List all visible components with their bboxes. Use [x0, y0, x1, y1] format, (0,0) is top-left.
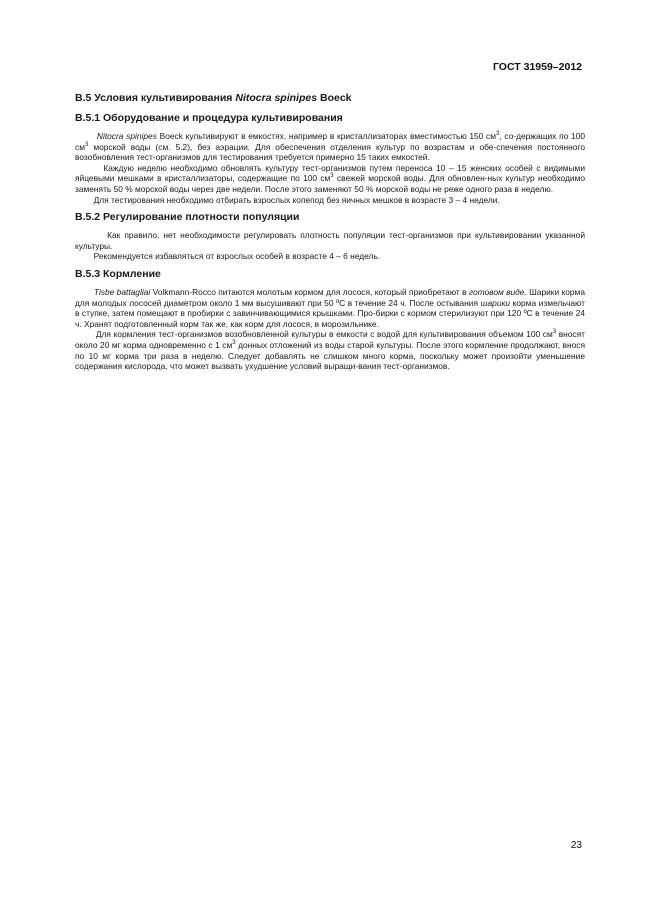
paragraph-equipment-3: [75, 195, 585, 206]
italic-text: готовом виде: [468, 286, 525, 297]
italic-text: шарики: [480, 297, 511, 308]
paragraph-equipment-2: [75, 163, 585, 195]
species-name: Nitocra spinipes: [96, 131, 157, 141]
text-run: , со-держащих по 100 см: [75, 131, 585, 152]
section-title-prefix: B.5 Условия культивирования: [75, 92, 236, 104]
text-run: донных отложений из воды старой культуры. После этого кормление продолжают, внося по 10 мг корма три раза в неделю. Следует добавлять не слишком много корма, поскольку может произойти уменьшение содержания кислорода, что может вызвать ухудшение условий выращи-вания тест-организмов.: [75, 339, 585, 372]
section-title-species: Nitocra spinipes: [235, 92, 318, 104]
superscript: 3: [232, 340, 236, 347]
text-run: Каждую неделю необходимо обновлять культуру тест-организмов путем переноса 10 – 15 женских особей с видимыми яйцевыми мешками в кристаллизаторы, содержащие по 100 см: [75, 162, 585, 184]
section-title-suffix: Boeck: [317, 92, 352, 104]
superscript: 3: [84, 141, 89, 148]
text-run: Как правило, нет необходимости регулировать плотность популяции тест-организмов при культивировании указанной культуры.: [75, 230, 586, 251]
text-run: свежей морской воды. Для обновлен-ных культур необходимо заменять 50 % морской воды через две недели. После этого заменяют 50 % морской воды не реже одного раза в неделю.: [75, 173, 585, 194]
document-code: ГОСТ 31959–2012: [492, 61, 582, 73]
paragraph-feeding-2: [75, 329, 585, 371]
text-run: . Шарики корма для молодых лососей диаметром около 1 мм высушивают при 50 ºС в течение 24 ч. После остывания: [75, 286, 585, 308]
species-name: Tisbe battagliai: [93, 286, 151, 297]
page-number: 23: [570, 840, 582, 851]
superscript: 3: [330, 173, 334, 180]
text-run: Рекомендуется избавляться от взрослых особей в возрасте 4 – 6 недель.: [93, 251, 381, 262]
paragraph-equipment-1: [75, 131, 585, 163]
text-run: вносят около 20 мг корма одновременно с 1 см: [75, 329, 585, 350]
text-run: Volkmann-Rocco питаются молотым кормом для лосося, который приобретают в: [150, 286, 469, 297]
section-title: [75, 91, 585, 105]
paragraph-feeding-1: [75, 287, 585, 329]
paragraph-density-1: [75, 230, 585, 251]
paragraph-density-2: [75, 251, 585, 262]
subsection-title-feeding: B.5.3 Кормление: [75, 267, 161, 280]
subsection-title-equipment: B.5.1 Оборудование и процедура культивирования: [75, 112, 343, 124]
document-body: [75, 91, 585, 372]
text-run: корма измельчают в ступке, затем помещают в пробирки с завинчивающимися крышками. Про-бирки с кормом стерилизуют при 120 ºС в течение 24 ч. Хранят подготовленный корм так же, как корм для лосося, в морозильнике.: [75, 297, 585, 329]
superscript: 3: [552, 329, 557, 336]
text-run: морской воды (см. 5.2), без аэрации. Для обеспечения отделения культур по возрастам и обе-спечения постоянного возобновления тест-организмов для тестирования требуется примерно 15 таких емкостей.: [75, 141, 585, 163]
text-run: Для кормления тест-организмов возобновленной культуры в емкости с водой для культивирования объемом 100 см: [95, 329, 553, 340]
text-run: Для тестирования необходимо отбирать взрослых копепод без яичных мешков в возрасте 3 – 4 недели.: [93, 194, 500, 205]
superscript: 3: [496, 131, 500, 138]
text-run: Boeck культивируют в емкостях, например в кристаллизаторах вместимостью 150 см: [156, 131, 496, 141]
subsection-title-density: B.5.2 Регулирование плотности популяции: [75, 211, 300, 224]
